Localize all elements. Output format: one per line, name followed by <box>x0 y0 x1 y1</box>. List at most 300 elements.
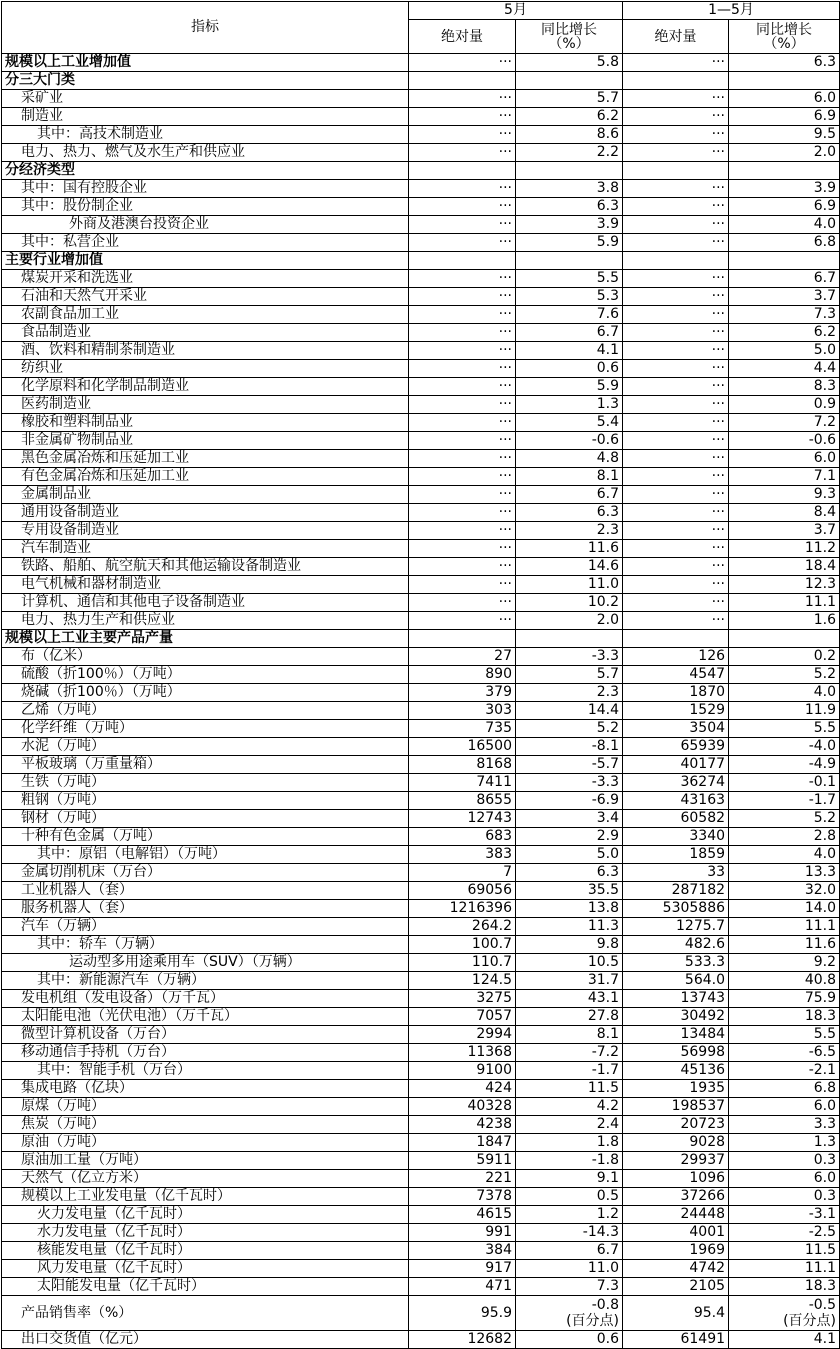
row-indicator-name: 铁路、船舶、航空航天和其他运输设备制造业 <box>2 558 409 576</box>
row-indicator-name: 黑色金属冶炼和压延加工业 <box>2 450 409 468</box>
row-indicator-name: 农副食品加工业 <box>2 306 409 324</box>
cell-ytd-absolute: ··· <box>623 216 729 234</box>
cell-ytd-yoy: -4.0 <box>729 738 840 756</box>
row-indicator-name: 金属制品业 <box>2 486 409 504</box>
header-ytd-absolute: 绝对量 <box>623 20 729 54</box>
table-row <box>2 144 840 162</box>
cell-may-yoy: -1.8 <box>516 1152 623 1170</box>
cell-ytd-yoy: 6.8 <box>729 1080 840 1098</box>
cell-ytd-absolute: ··· <box>623 414 729 432</box>
row-indicator-name: 其中：轿车（万辆） <box>2 936 409 954</box>
table-row <box>2 162 840 180</box>
cell-may-yoy: 5.7 <box>516 666 623 684</box>
cell-may-absolute: ··· <box>409 90 516 108</box>
row-indicator-name: 分经济类型 <box>2 162 409 180</box>
cell-may-absolute: ··· <box>409 540 516 558</box>
cell-may-absolute: ··· <box>409 108 516 126</box>
table-row <box>2 522 840 540</box>
cell-may-absolute: ··· <box>409 216 516 234</box>
cell-ytd-absolute: 1529 <box>623 702 729 720</box>
cell-may-absolute: ··· <box>409 180 516 198</box>
cell-ytd-yoy: 11.9 <box>729 702 840 720</box>
table-row <box>2 1278 840 1296</box>
table-row <box>2 540 840 558</box>
row-indicator-name: 产品销售率（%） <box>2 1296 409 1331</box>
cell-ytd-absolute: ··· <box>623 306 729 324</box>
table-row <box>2 1331 840 1349</box>
cell-may-yoy: 2.0 <box>516 612 623 630</box>
row-indicator-name: 太阳能电池（光伏电池）（万千瓦） <box>2 1008 409 1026</box>
cell-may-absolute: 7057 <box>409 1008 516 1026</box>
row-indicator-name: 金属切削机床（万台） <box>2 864 409 882</box>
cell-ytd-yoy: -4.9 <box>729 756 840 774</box>
cell-ytd-absolute: ··· <box>623 126 729 144</box>
cell-ytd-absolute: 3340 <box>623 828 729 846</box>
cell-may-yoy: 9.1 <box>516 1170 623 1188</box>
cell-may-absolute: 7378 <box>409 1188 516 1206</box>
cell-ytd-absolute: ··· <box>623 468 729 486</box>
table-row <box>2 1296 840 1331</box>
cell-ytd-yoy: 0.3 <box>729 1188 840 1206</box>
cell-ytd-absolute: 564.0 <box>623 972 729 990</box>
header-may: 5月 <box>409 2 623 20</box>
cell-ytd-absolute: 1969 <box>623 1242 729 1260</box>
cell-ytd-absolute: 20723 <box>623 1116 729 1134</box>
cell-may-yoy: 8.1 <box>516 1026 623 1044</box>
cell-may-yoy: 11.6 <box>516 540 623 558</box>
cell-may-absolute: ··· <box>409 414 516 432</box>
row-indicator-name: 十种有色金属（万吨） <box>2 828 409 846</box>
row-indicator-name: 外商及港澳台投资企业 <box>2 216 409 234</box>
cell-ytd-yoy: 7.2 <box>729 414 840 432</box>
cell-ytd-absolute: 13484 <box>623 1026 729 1044</box>
cell-ytd-yoy <box>729 630 840 648</box>
cell-ytd-absolute: 287182 <box>623 882 729 900</box>
cell-ytd-yoy: 6.7 <box>729 270 840 288</box>
cell-may-yoy: 5.3 <box>516 288 623 306</box>
cell-ytd-absolute: 56998 <box>623 1044 729 1062</box>
cell-ytd-yoy: 6.0 <box>729 1170 840 1188</box>
table-row <box>2 1098 840 1116</box>
row-indicator-name: 非金属矿物制品业 <box>2 432 409 450</box>
cell-may-yoy: 6.3 <box>516 864 623 882</box>
cell-may-absolute: 11368 <box>409 1044 516 1062</box>
cell-ytd-yoy: 9.5 <box>729 126 840 144</box>
header-may-absolute: 绝对量 <box>409 20 516 54</box>
cell-may-yoy: 13.8 <box>516 900 623 918</box>
cell-ytd-yoy: -1.7 <box>729 792 840 810</box>
table-row <box>2 1224 840 1242</box>
cell-ytd-yoy: 13.3 <box>729 864 840 882</box>
cell-may-yoy: -3.3 <box>516 648 623 666</box>
cell-ytd-absolute: ··· <box>623 288 729 306</box>
cell-may-yoy: 6.7 <box>516 324 623 342</box>
cell-ytd-yoy: 3.3 <box>729 1116 840 1134</box>
row-indicator-name: 规模以上工业主要产品产量 <box>2 630 409 648</box>
cell-may-yoy: 11.5 <box>516 1080 623 1098</box>
cell-may-absolute: ··· <box>409 432 516 450</box>
cell-may-yoy: 8.1 <box>516 468 623 486</box>
cell-may-yoy: 5.7 <box>516 90 623 108</box>
cell-may-absolute: ··· <box>409 342 516 360</box>
row-indicator-name: 其中：智能手机（万台） <box>2 1062 409 1080</box>
table-row <box>2 630 840 648</box>
cell-may-absolute: ··· <box>409 396 516 414</box>
cell-ytd-yoy: 2.8 <box>729 828 840 846</box>
cell-may-yoy: -8.1 <box>516 738 623 756</box>
cell-ytd-absolute: ··· <box>623 54 729 72</box>
row-indicator-name: 原油（万吨） <box>2 1134 409 1152</box>
cell-may-absolute: ··· <box>409 504 516 522</box>
cell-may-absolute: 3275 <box>409 990 516 1008</box>
cell-may-yoy: 27.8 <box>516 1008 623 1026</box>
cell-ytd-yoy: 5.5 <box>729 720 840 738</box>
cell-ytd-absolute: 533.3 <box>623 954 729 972</box>
cell-ytd-yoy: 5.2 <box>729 810 840 828</box>
cell-may-yoy: 0.6 <box>516 1331 623 1349</box>
cell-may-absolute: ··· <box>409 306 516 324</box>
cell-ytd-yoy: 6.0 <box>729 1098 840 1116</box>
table-row <box>2 756 840 774</box>
cell-may-absolute: ··· <box>409 558 516 576</box>
cell-may-yoy: 7.3 <box>516 1278 623 1296</box>
cell-may-absolute: 27 <box>409 648 516 666</box>
cell-may-yoy: 10.2 <box>516 594 623 612</box>
cell-ytd-yoy: 11.5 <box>729 1242 840 1260</box>
cell-ytd-absolute: ··· <box>623 612 729 630</box>
row-indicator-name: 规模以上工业增加值 <box>2 54 409 72</box>
cell-may-absolute: ··· <box>409 198 516 216</box>
cell-may-yoy: 31.7 <box>516 972 623 990</box>
table-row <box>2 1152 840 1170</box>
row-indicator-name: 原煤（万吨） <box>2 1098 409 1116</box>
cell-ytd-absolute: 4547 <box>623 666 729 684</box>
table-row <box>2 972 840 990</box>
cell-may-yoy: 9.8 <box>516 936 623 954</box>
cell-may-absolute: ··· <box>409 360 516 378</box>
row-indicator-name: 钢材（万吨） <box>2 810 409 828</box>
cell-ytd-yoy: 6.0 <box>729 90 840 108</box>
cell-ytd-absolute: 43163 <box>623 792 729 810</box>
row-indicator-name: 运动型多用途乘用车（SUV）（万辆） <box>2 954 409 972</box>
cell-may-yoy: 5.4 <box>516 414 623 432</box>
cell-ytd-yoy: 7.1 <box>729 468 840 486</box>
cell-may-absolute <box>409 252 516 270</box>
cell-ytd-yoy: 11.1 <box>729 594 840 612</box>
cell-ytd-yoy: 9.2 <box>729 954 840 972</box>
cell-ytd-yoy: 3.7 <box>729 288 840 306</box>
cell-may-absolute: 110.7 <box>409 954 516 972</box>
row-indicator-name: 其中：私营企业 <box>2 234 409 252</box>
table-row <box>2 918 840 936</box>
row-indicator-name: 其中：股份制企业 <box>2 198 409 216</box>
industry-statistics-table <box>1 1 840 1349</box>
cell-ytd-absolute: ··· <box>623 144 729 162</box>
cell-may-yoy: 7.6 <box>516 306 623 324</box>
cell-may-yoy: 0.5 <box>516 1188 623 1206</box>
cell-ytd-yoy: -0.1 <box>729 774 840 792</box>
table-row <box>2 900 840 918</box>
cell-ytd-absolute: 13743 <box>623 990 729 1008</box>
row-indicator-name: 乙烯（万吨） <box>2 702 409 720</box>
cell-may-absolute: 12682 <box>409 1331 516 1349</box>
table-row <box>2 1260 840 1278</box>
cell-ytd-yoy: 11.2 <box>729 540 840 558</box>
cell-may-absolute: 1847 <box>409 1134 516 1152</box>
cell-ytd-absolute: ··· <box>623 558 729 576</box>
cell-may-yoy: 2.4 <box>516 1116 623 1134</box>
cell-may-yoy: 4.1 <box>516 342 623 360</box>
table-row <box>2 126 840 144</box>
cell-ytd-yoy: 9.3 <box>729 486 840 504</box>
table-row <box>2 684 840 702</box>
cell-ytd-yoy: 18.4 <box>729 558 840 576</box>
cell-may-yoy: 6.2 <box>516 108 623 126</box>
cell-may-absolute: 424 <box>409 1080 516 1098</box>
row-indicator-name: 微型计算机设备（万台） <box>2 1026 409 1044</box>
cell-ytd-yoy: -3.1 <box>729 1206 840 1224</box>
cell-may-absolute: ··· <box>409 450 516 468</box>
cell-ytd-yoy: 4.1 <box>729 1331 840 1349</box>
cell-ytd-absolute: ··· <box>623 234 729 252</box>
row-indicator-name: 水力发电量（亿千瓦时） <box>2 1224 409 1242</box>
cell-may-absolute: 8655 <box>409 792 516 810</box>
cell-ytd-absolute: 1870 <box>623 684 729 702</box>
cell-ytd-yoy <box>729 72 840 90</box>
header-ytd-yoy: 同比增长 （%） <box>729 20 840 54</box>
table-row <box>2 1242 840 1260</box>
cell-ytd-absolute: ··· <box>623 90 729 108</box>
cell-ytd-yoy: 0.9 <box>729 396 840 414</box>
cell-ytd-yoy: 2.0 <box>729 144 840 162</box>
cell-ytd-absolute: ··· <box>623 486 729 504</box>
cell-may-yoy: 14.6 <box>516 558 623 576</box>
header-may-yoy: 同比增长 （%） <box>516 20 623 54</box>
table-row <box>2 774 840 792</box>
row-indicator-name: 平板玻璃（万重量箱） <box>2 756 409 774</box>
cell-may-absolute: 303 <box>409 702 516 720</box>
cell-ytd-yoy: 3.7 <box>729 522 840 540</box>
cell-ytd-absolute: 37266 <box>623 1188 729 1206</box>
cell-may-yoy: 6.7 <box>516 1242 623 1260</box>
cell-may-absolute: 379 <box>409 684 516 702</box>
cell-may-yoy: 11.0 <box>516 1260 623 1278</box>
table-row <box>2 468 840 486</box>
cell-may-absolute: ··· <box>409 612 516 630</box>
table-row <box>2 504 840 522</box>
cell-may-yoy: 6.7 <box>516 486 623 504</box>
cell-may-absolute: 5911 <box>409 1152 516 1170</box>
row-indicator-name: 采矿业 <box>2 90 409 108</box>
cell-may-yoy: 3.4 <box>516 810 623 828</box>
cell-ytd-absolute: ··· <box>623 342 729 360</box>
cell-ytd-absolute: 1935 <box>623 1080 729 1098</box>
cell-may-yoy: 10.5 <box>516 954 623 972</box>
cell-may-absolute: 917 <box>409 1260 516 1278</box>
cell-may-absolute: ··· <box>409 468 516 486</box>
cell-ytd-yoy: -0.6 <box>729 432 840 450</box>
table-row <box>2 378 840 396</box>
cell-may-absolute: 264.2 <box>409 918 516 936</box>
table-row <box>2 594 840 612</box>
cell-ytd-absolute: 60582 <box>623 810 729 828</box>
row-indicator-name: 制造业 <box>2 108 409 126</box>
row-indicator-name: 风力发电量（亿千瓦时） <box>2 1260 409 1278</box>
cell-may-yoy <box>516 162 623 180</box>
table-row <box>2 738 840 756</box>
cell-ytd-absolute: ··· <box>623 504 729 522</box>
row-indicator-name: 太阳能发电量（亿千瓦时） <box>2 1278 409 1296</box>
cell-may-yoy: -6.9 <box>516 792 623 810</box>
row-indicator-name: 专用设备制造业 <box>2 522 409 540</box>
cell-may-absolute: 4615 <box>409 1206 516 1224</box>
cell-may-yoy: 6.3 <box>516 198 623 216</box>
row-indicator-name: 布（亿米） <box>2 648 409 666</box>
cell-may-absolute: 384 <box>409 1242 516 1260</box>
cell-ytd-absolute <box>623 162 729 180</box>
table-row <box>2 396 840 414</box>
cell-may-yoy: 1.3 <box>516 396 623 414</box>
row-indicator-name: 烧碱（折100％）（万吨） <box>2 684 409 702</box>
table-row <box>2 864 840 882</box>
cell-ytd-yoy: -2.1 <box>729 1062 840 1080</box>
cell-may-yoy: 35.5 <box>516 882 623 900</box>
cell-ytd-absolute: ··· <box>623 198 729 216</box>
cell-may-yoy: -0.6 <box>516 432 623 450</box>
row-indicator-name: 酒、饮料和精制茶制造业 <box>2 342 409 360</box>
cell-may-absolute: ··· <box>409 522 516 540</box>
cell-ytd-yoy: 6.0 <box>729 450 840 468</box>
cell-ytd-yoy: 11.1 <box>729 1260 840 1278</box>
table-row <box>2 1134 840 1152</box>
cell-ytd-yoy: 32.0 <box>729 882 840 900</box>
cell-ytd-absolute: 5305886 <box>623 900 729 918</box>
cell-ytd-yoy: 8.3 <box>729 378 840 396</box>
table-row <box>2 882 840 900</box>
cell-ytd-yoy: 11.1 <box>729 918 840 936</box>
cell-may-absolute: 40328 <box>409 1098 516 1116</box>
table-row <box>2 252 840 270</box>
row-indicator-name: 规模以上工业发电量（亿千瓦时） <box>2 1188 409 1206</box>
cell-ytd-yoy: 18.3 <box>729 1278 840 1296</box>
row-indicator-name: 硫酸（折100％）（万吨） <box>2 666 409 684</box>
cell-ytd-absolute: ··· <box>623 360 729 378</box>
cell-ytd-yoy: 8.4 <box>729 504 840 522</box>
table-row <box>2 1206 840 1224</box>
cell-ytd-absolute: ··· <box>623 378 729 396</box>
row-indicator-name: 移动通信手持机（万台） <box>2 1044 409 1062</box>
table-row <box>2 558 840 576</box>
cell-ytd-yoy: 6.9 <box>729 198 840 216</box>
cell-may-yoy: 3.9 <box>516 216 623 234</box>
table-row <box>2 234 840 252</box>
row-indicator-name: 其中：新能源汽车（万辆） <box>2 972 409 990</box>
cell-ytd-absolute: ··· <box>623 540 729 558</box>
row-indicator-name: 天然气（亿立方米） <box>2 1170 409 1188</box>
row-indicator-name: 火力发电量（亿千瓦时） <box>2 1206 409 1224</box>
cell-may-absolute <box>409 162 516 180</box>
cell-ytd-absolute: 36274 <box>623 774 729 792</box>
cell-may-yoy: -3.3 <box>516 774 623 792</box>
cell-may-absolute: 124.5 <box>409 972 516 990</box>
cell-ytd-absolute: ··· <box>623 576 729 594</box>
cell-may-yoy: 3.8 <box>516 180 623 198</box>
cell-may-absolute: 69056 <box>409 882 516 900</box>
cell-ytd-absolute <box>623 72 729 90</box>
cell-may-yoy: -7.2 <box>516 1044 623 1062</box>
cell-ytd-absolute: 33 <box>623 864 729 882</box>
cell-may-yoy: 0.6 <box>516 360 623 378</box>
row-indicator-name: 主要行业增加值 <box>2 252 409 270</box>
cell-may-yoy: 14.4 <box>516 702 623 720</box>
cell-ytd-absolute: 45136 <box>623 1062 729 1080</box>
table-row <box>2 846 840 864</box>
cell-may-yoy: 11.3 <box>516 918 623 936</box>
cell-may-absolute: 16500 <box>409 738 516 756</box>
cell-ytd-absolute: 1275.7 <box>623 918 729 936</box>
cell-may-absolute <box>409 72 516 90</box>
cell-ytd-yoy: 4.0 <box>729 684 840 702</box>
cell-may-absolute: ··· <box>409 324 516 342</box>
row-indicator-name: 煤炭开采和洗选业 <box>2 270 409 288</box>
table-row <box>2 432 840 450</box>
cell-ytd-yoy: 7.3 <box>729 306 840 324</box>
cell-ytd-yoy: 11.6 <box>729 936 840 954</box>
cell-ytd-yoy: 4.4 <box>729 360 840 378</box>
cell-ytd-absolute: 1859 <box>623 846 729 864</box>
table-row <box>2 792 840 810</box>
row-indicator-name: 纺织业 <box>2 360 409 378</box>
table-row <box>2 324 840 342</box>
cell-may-yoy: 2.3 <box>516 684 623 702</box>
cell-ytd-absolute: 29937 <box>623 1152 729 1170</box>
row-indicator-name: 医药制造业 <box>2 396 409 414</box>
row-indicator-name: 电气机械和器材制造业 <box>2 576 409 594</box>
row-indicator-name: 焦炭（万吨） <box>2 1116 409 1134</box>
cell-ytd-absolute: 95.4 <box>623 1296 729 1331</box>
table-row <box>2 450 840 468</box>
table-row <box>2 1170 840 1188</box>
cell-may-absolute: 7 <box>409 864 516 882</box>
table-row <box>2 414 840 432</box>
row-indicator-name: 集成电路（亿块） <box>2 1080 409 1098</box>
cell-ytd-yoy: 5.5 <box>729 1026 840 1044</box>
table-row <box>2 54 840 72</box>
row-indicator-name: 计算机、通信和其他电子设备制造业 <box>2 594 409 612</box>
cell-may-absolute: 95.9 <box>409 1296 516 1331</box>
row-indicator-name: 其中：原铝（电解铝）（万吨） <box>2 846 409 864</box>
cell-ytd-yoy: 0.3 <box>729 1152 840 1170</box>
table-row <box>2 216 840 234</box>
cell-ytd-yoy: 4.0 <box>729 846 840 864</box>
cell-may-yoy: 5.9 <box>516 378 623 396</box>
cell-may-absolute: ··· <box>409 378 516 396</box>
cell-may-yoy: 2.9 <box>516 828 623 846</box>
cell-ytd-absolute: 65939 <box>623 738 729 756</box>
cell-may-yoy: 5.5 <box>516 270 623 288</box>
cell-ytd-yoy: 3.9 <box>729 180 840 198</box>
table-row <box>2 1062 840 1080</box>
cell-may-yoy: 4.2 <box>516 1098 623 1116</box>
row-indicator-name: 化学原料和化学制品制造业 <box>2 378 409 396</box>
cell-may-absolute: 890 <box>409 666 516 684</box>
cell-may-yoy <box>516 630 623 648</box>
cell-ytd-absolute <box>623 252 729 270</box>
cell-may-yoy: 6.3 <box>516 504 623 522</box>
cell-ytd-yoy: 1.3 <box>729 1134 840 1152</box>
row-indicator-name: 电力、热力生产和供应业 <box>2 612 409 630</box>
row-indicator-name: 发电机组（发电设备）（万千瓦） <box>2 990 409 1008</box>
